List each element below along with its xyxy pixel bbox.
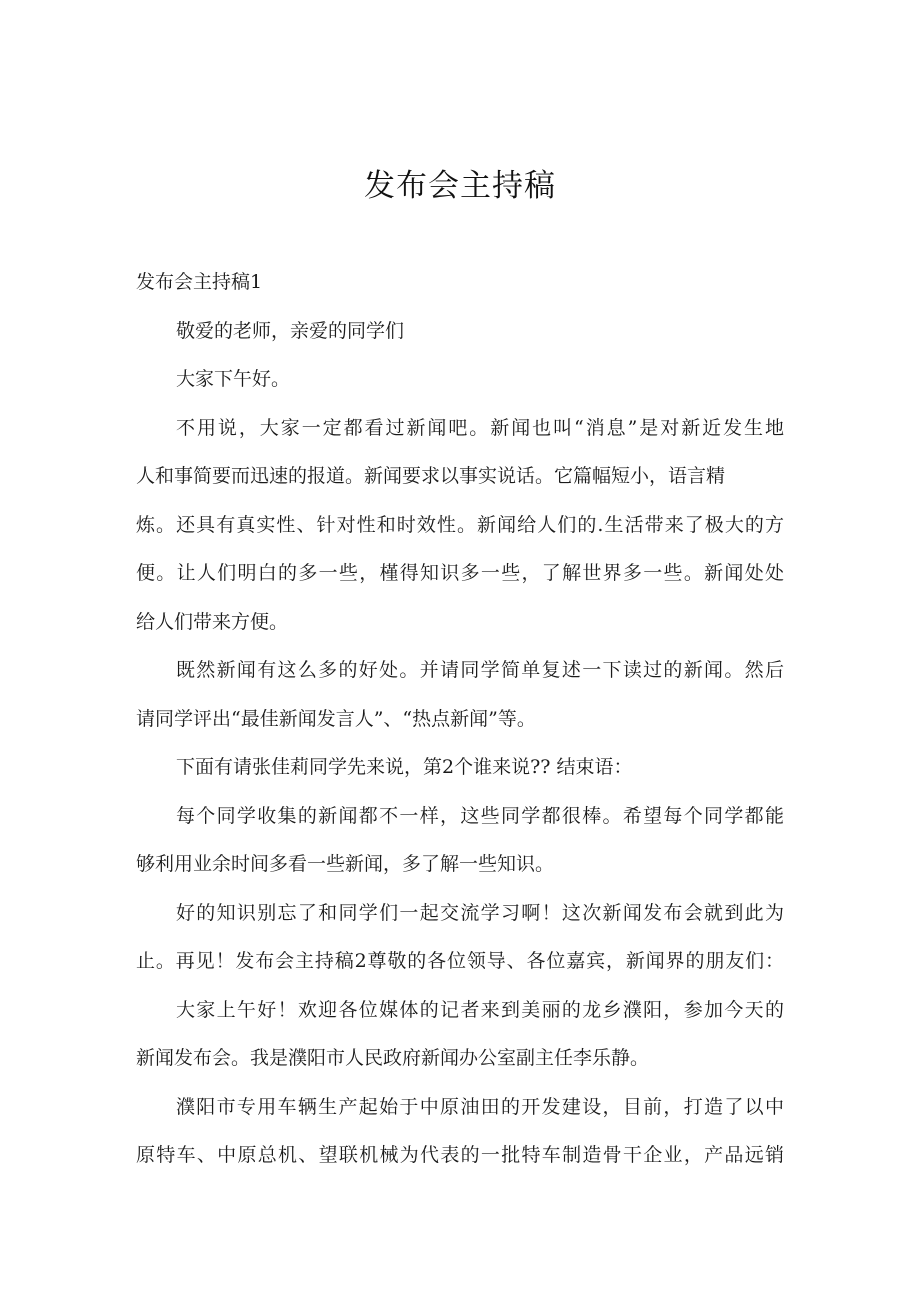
body-line: 止。再见！发布会主持稿2尊敬的各位领导、各位嘉宾，新闻界的朋友们：: [136, 950, 784, 972]
body-line: 敬爱的老师，亲爱的同学们: [176, 319, 405, 342]
body-line: 下面有请张佳莉同学先来说，第2个谁来说?? 结束语：: [176, 756, 633, 778]
body-line: 濮阳市专用车辆生产起始于中原油田的开发建设，目前，打造了以中: [176, 1095, 784, 1118]
body-line: 够利用业余时间多看一些新闻，多了解一些知识。: [136, 853, 555, 875]
body-line: 大家上午好！欢迎各位媒体的记者来到美丽的龙乡濮阳，参加今天的: [176, 998, 784, 1021]
body-line: 大家下午好。: [176, 368, 291, 390]
body-line: 好的知识别忘了和同学们一起交流学习啊！这次新闻发布会就到此为: [176, 901, 784, 924]
body-line: 便。让人们明白的多一些，槿得知识多一些，了解世界多一些。新闻处处: [136, 562, 784, 584]
body-line: 既然新闻有这么多的好处。并请同学简单复述一下读过的新闻。然后: [176, 659, 784, 681]
body-line: 请同学评出“最佳新闻发言人”、“热点新闻”等。: [136, 707, 536, 730]
body-line: 不用说，大家一定都看过新闻吧。新闻也叫“消息”是对新近发生地: [176, 416, 784, 439]
body-line: 炼。还具有真实性、针对性和时效性。新闻给人们的.生活带来了极大的方: [136, 513, 784, 536]
body-line: 给人们带来方便。: [136, 610, 289, 633]
body-line: 发布会主持稿1: [136, 271, 263, 293]
document-body: [136, 258, 784, 1180]
body-line: 原特车、中原总机、望联机械为代表的一批特车制造骨干企业，产品远销: [136, 1144, 784, 1166]
body-line: 人和事简要而迅速的报道。新闻要求以事实说话。它篇幅短小，语言精: [136, 465, 726, 487]
body-line: 每个同学收集的新闻都不一样，这些同学都很棒。希望每个同学都能: [176, 804, 784, 827]
document-title: 发布会主持稿: [364, 168, 556, 204]
body-line: 新闻发布会。我是濮阳市人民政府新闻办公室副主任李乐静。: [136, 1047, 650, 1069]
